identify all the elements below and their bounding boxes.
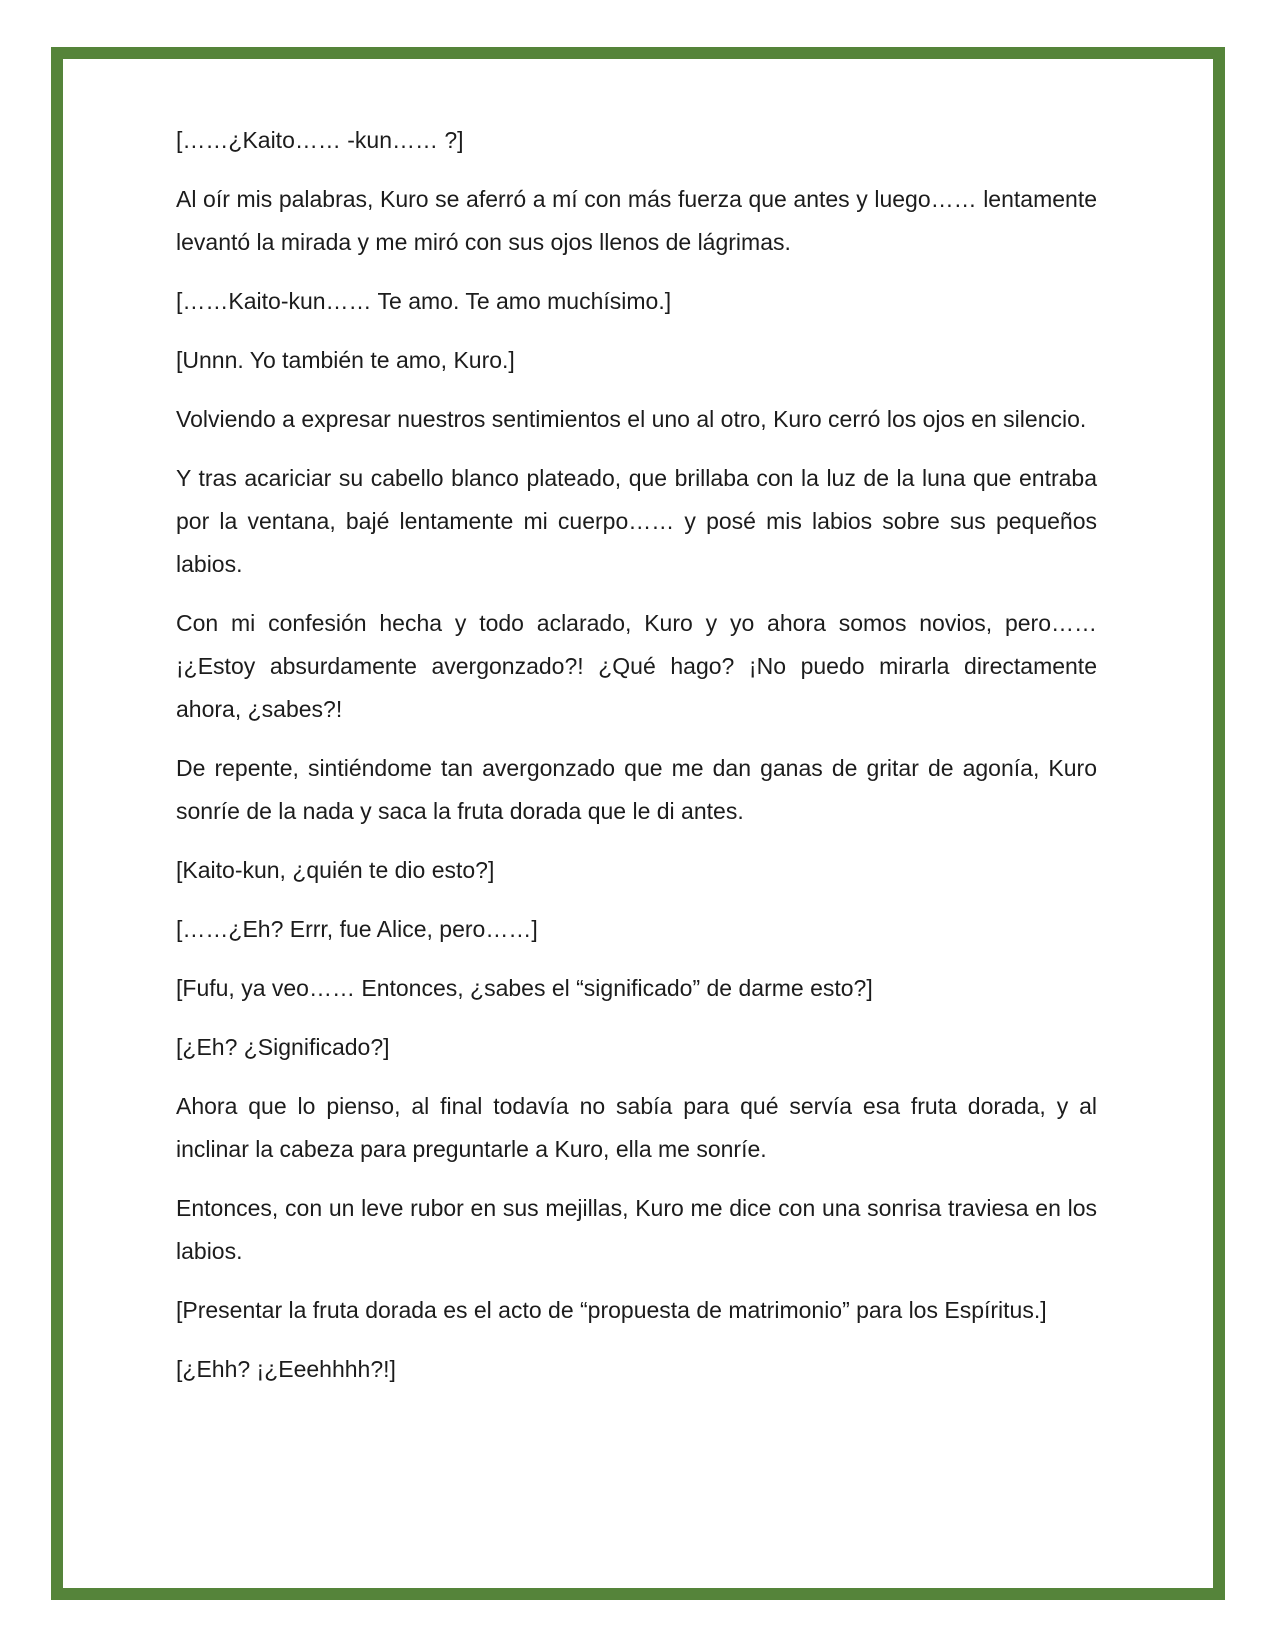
dialogue-paragraph: [¿Eh? ¿Significado?]	[176, 1034, 390, 1060]
narration-paragraph: Ahora que lo pienso, al final todavía no sabía para qué servía esa fruta dorada, y al inclinar la cabeza para preguntarle a Kuro, ella me sonríe.	[176, 1093, 1097, 1162]
narration-paragraph: Y tras acariciar su cabello blanco plateado, que brillaba con la luz de la luna que entraba por la ventana, bajé lentamente mi cuerpo…… y posé mis labios sobre sus pequeños labios.	[176, 465, 1097, 577]
narration-paragraph: Volviendo a expresar nuestros sentimientos el uno al otro, Kuro cerró los ojos en silencio.	[176, 406, 1087, 432]
narration-paragraph: Al oír mis palabras, Kuro se aferró a mí con más fuerza que antes y luego…… lentamente levantó la mirada y me miró con sus ojos llenos de lágrimas.	[176, 186, 1097, 255]
dialogue-paragraph: [Presentar la fruta dorada es el acto de “propuesta de matrimonio” para los Espíritus.]	[176, 1297, 1047, 1323]
document-frame	[51, 47, 1225, 1600]
dialogue-paragraph: [……Kaito-kun…… Te amo. Te amo muchísimo.]	[176, 288, 672, 314]
dialogue-paragraph: [Kaito-kun, ¿quién te dio esto?]	[176, 857, 495, 883]
narration-paragraph: Entonces, con un leve rubor en sus mejillas, Kuro me dice con una sonrisa traviesa en los labios.	[176, 1195, 1097, 1264]
dialogue-paragraph: [……¿Eh? Errr, fue Alice, pero……]	[176, 916, 538, 942]
dialogue-paragraph: [……¿Kaito…… -kun…… ?]	[176, 127, 464, 153]
dialogue-paragraph: [Unnn. Yo también te amo, Kuro.]	[176, 347, 515, 373]
dialogue-paragraph: [Fufu, ya veo…… Entonces, ¿sabes el “significado” de darme esto?]	[176, 975, 873, 1001]
narration-paragraph: De repente, sintiéndome tan avergonzado que me dan ganas de gritar de agonía, Kuro sonríe de la nada y saca la fruta dorada que le di antes.	[176, 755, 1097, 824]
dialogue-paragraph: [¿Ehh? ¡¿Eeehhhh?!]	[176, 1356, 396, 1382]
document-content	[63, 59, 1213, 1407]
narration-paragraph: Con mi confesión hecha y todo aclarado, Kuro y yo ahora somos novios, pero…… ¡¿Estoy absurdamente avergonzado?! ¿Qué hago? ¡No puedo mirarla directamente ahora, ¿sabes?!	[176, 610, 1097, 722]
